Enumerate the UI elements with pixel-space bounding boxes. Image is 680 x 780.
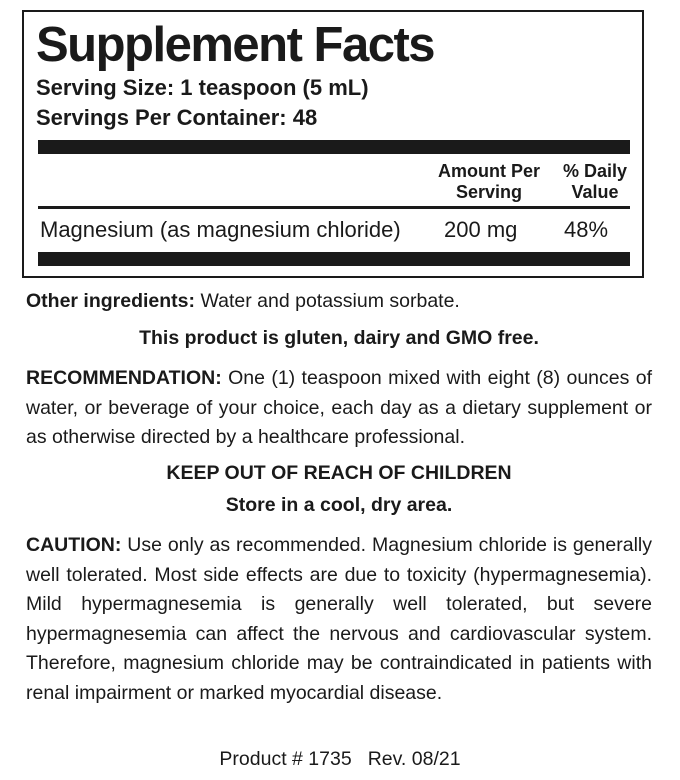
thick-divider-bottom [38,252,630,266]
nutrient-daily-value: 48% [564,217,609,242]
amount-header-line1: Amount Per [437,161,540,181]
supplement-facts-panel [22,10,644,278]
other-ingredients-text: Water and potassium sorbate. [195,290,460,312]
recommendation [26,364,652,453]
nutrient-amount: 200 mg [444,217,518,242]
recommendation-text: One (1) teaspoon mixed with eight (8) ounces of water, or beverage of your choice, each day as a dietary supplement or as otherwise directed by a healthcare professional. [26,367,652,448]
nutrient-name: Magnesium (as magnesium chloride) [40,217,401,242]
other-ingredients [26,287,652,317]
serving-size: Serving Size: 1 teaspoon (5 mL) [36,75,369,100]
allergen-statement: This product is gluten, dairy and GMO free. [139,327,539,349]
amount-header-line2: Serving [455,182,523,202]
product-number: Product # 1735 [219,748,352,770]
other-ingredients-label: Other ingredients: [26,290,196,312]
thin-divider [38,206,630,209]
product-footer [0,745,680,773]
keep-out-warning: KEEP OUT OF REACH OF CHILDREN [166,462,512,484]
caution-label: CAUTION: [26,534,122,556]
caution-text: Use only as recommended. Magnesium chloride is generally well tolerated. Most side effects are due to toxicity (hypermagnesemia). Mild hypermagnesemia is generally well tolerated, but severe hypermagnesemia can affect the nervous and cardiovascular system. Therefore, magnesium chloride may be contraindicated in patients with renal impairment or marked myocardial disease. [26,534,652,704]
servings-per-container: Servings Per Container: 48 [36,105,318,130]
facts-title: Supplement Facts [36,18,435,72]
revision: Rev. 08/21 [367,748,461,770]
recommendation-label: RECOMMENDATION: [26,367,222,389]
caution [26,531,652,708]
daily-value-header [554,161,636,203]
storage-instruction: Store in a cool, dry area. [225,494,453,516]
dv-header-line2: Value [571,182,619,202]
amount-per-serving-header [424,161,554,203]
thick-divider-top [38,140,630,154]
dv-header-line1: % Daily [562,161,628,181]
